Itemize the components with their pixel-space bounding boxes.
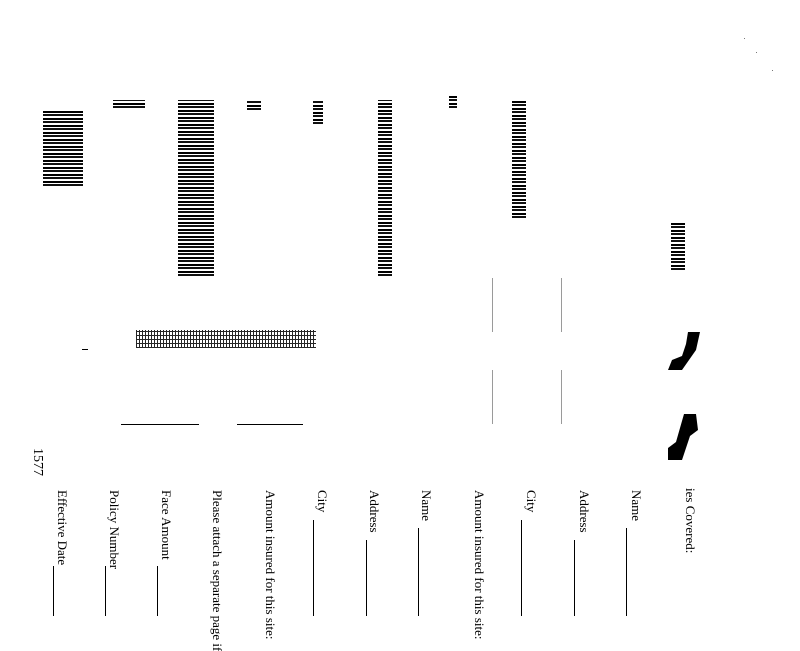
- city-label: City: [524, 490, 539, 513]
- scan-fragment: [313, 100, 323, 124]
- amount-insured-label: Amount insured for this site:: [263, 490, 278, 640]
- check-mark: [660, 410, 702, 466]
- scan-fragment: [247, 100, 261, 110]
- name-field-line[interactable]: [626, 528, 627, 616]
- address-label: Address: [577, 490, 592, 533]
- rule-line: [82, 349, 88, 350]
- name-field-line[interactable]: [418, 528, 419, 616]
- effective-date-label: Effective Date: [55, 490, 70, 566]
- rule-line: [561, 370, 562, 424]
- speck: [744, 38, 745, 39]
- scan-fragment: [512, 100, 526, 218]
- page-number: 1577: [30, 448, 45, 476]
- rule-line: [561, 278, 562, 332]
- attach-note: Please attach a separate page if: [210, 490, 225, 651]
- rule-line: [492, 370, 493, 424]
- scan-fragment: [378, 100, 392, 276]
- speck: [756, 52, 757, 53]
- speck: [772, 70, 773, 71]
- city-label: City: [315, 490, 330, 513]
- policy-number-field-line[interactable]: [105, 566, 106, 616]
- rule-line: [121, 424, 199, 425]
- face-amount-label: Face Amount: [159, 490, 174, 560]
- scan-fragment: [178, 100, 214, 276]
- name-label: Name: [629, 490, 644, 522]
- address-field-line[interactable]: [574, 540, 575, 616]
- amount-insured-label: Amount insured for this site:: [472, 490, 487, 640]
- scan-fragment: [43, 110, 83, 186]
- scan-fragment: [449, 96, 457, 108]
- face-amount-field-line[interactable]: [157, 566, 158, 616]
- scan-fragment: [113, 100, 145, 108]
- policy-number-label: Policy Number: [107, 490, 122, 570]
- scan-fragment: [671, 222, 685, 270]
- rule-line: [237, 424, 303, 425]
- city-field-line[interactable]: [521, 520, 522, 616]
- city-field-line[interactable]: [313, 520, 314, 616]
- name-label: Name: [419, 490, 434, 522]
- scribble: [136, 330, 316, 348]
- address-field-line[interactable]: [366, 540, 367, 616]
- check-mark: [662, 330, 704, 372]
- address-label: Address: [367, 490, 382, 533]
- section-title: ies Covered:: [683, 488, 698, 554]
- effective-date-field-line[interactable]: [53, 566, 54, 616]
- rule-line: [492, 278, 493, 332]
